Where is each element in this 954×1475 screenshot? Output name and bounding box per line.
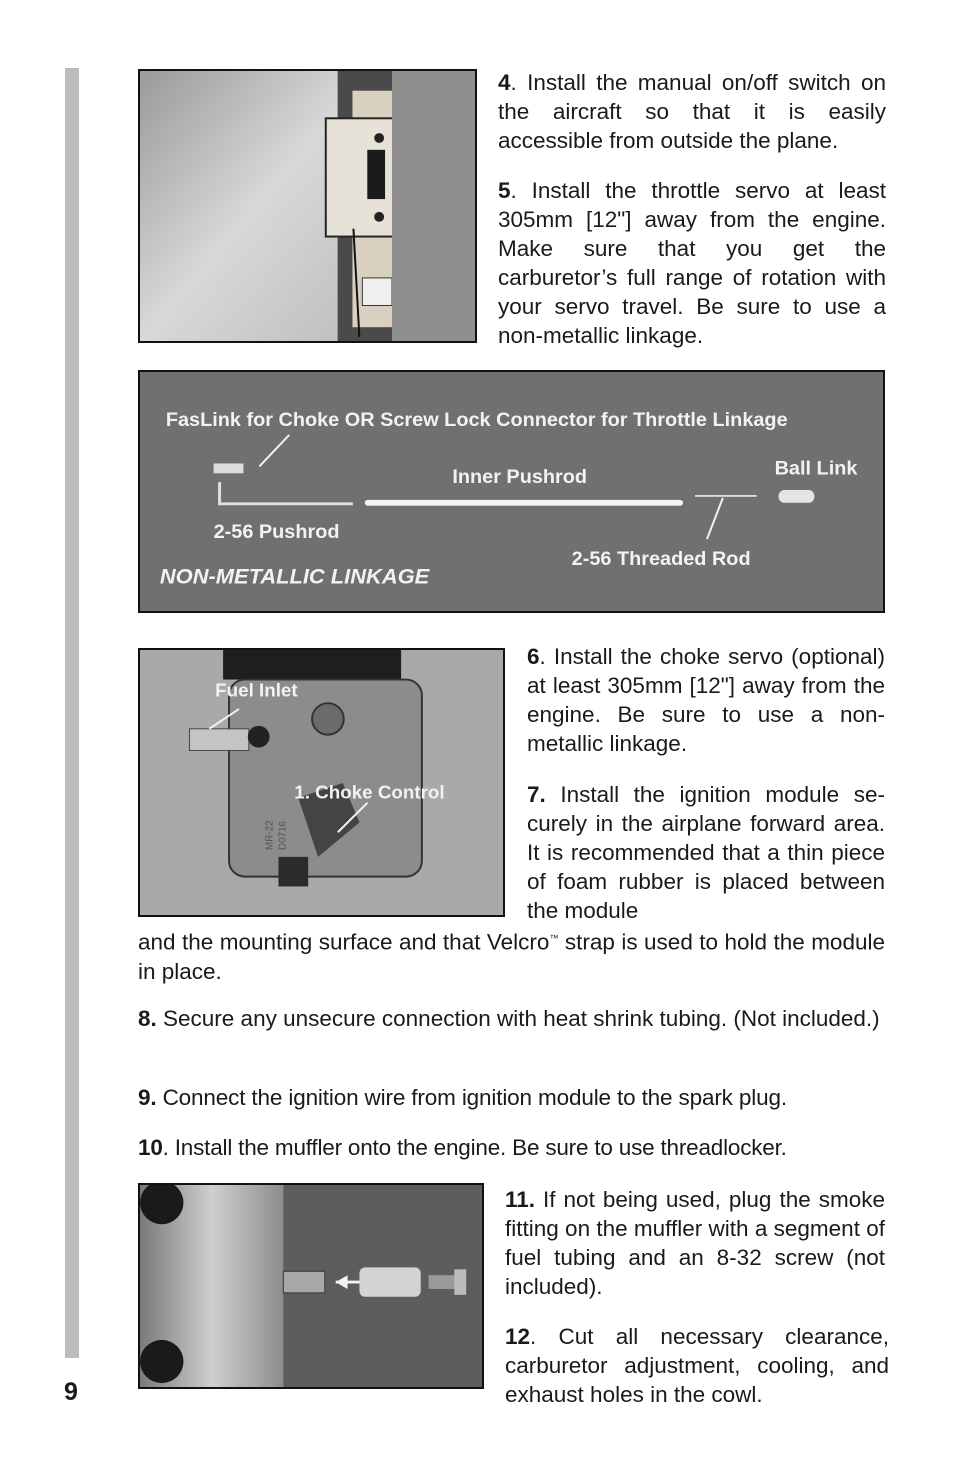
page-number: 9 [64, 1378, 78, 1406]
label-inner-pushrod: Inner Pushrod [452, 466, 588, 489]
stamp-a: MR-22 [264, 820, 276, 850]
sidebar-bar [65, 68, 79, 1358]
step-7: 7. Install the ignition module securely in the airplane forward area. It is recommended that a thin piece of foam rubber is placed between the module [527, 782, 885, 923]
label-title: NON-METALLIC LINKAGE [159, 563, 430, 589]
carburetor-photo [138, 648, 505, 917]
step-11: 11. If not being used, plug the smoke fitting on the muffler with a segment of fuel tubing and an 8-32 screw (not included). [505, 1187, 885, 1299]
step-10: 10. Install the muffler onto the engine. Be sure to use threadlocker. [138, 1135, 787, 1160]
step-12: 12. Cut all necessary clearance, carburetor adjustment, cooling, and exhaust holes in the cowl. [505, 1324, 889, 1407]
switch-photo [138, 69, 477, 343]
muffler-photo [138, 1183, 484, 1389]
step-8: 8. Secure any unsecure connection with heat shrink tubing. (Not included.) [138, 1006, 880, 1031]
step-6: 6. Install the choke servo (optional) at least 305mm [12"] away from the engine. Be sure to use a non-metallic linkage. [527, 644, 885, 756]
label-threaded-rod: 2-56 Threaded Rod [571, 547, 751, 570]
label-ball-link: Ball Link [774, 457, 858, 480]
label-fuel-inlet: Fuel Inlet [215, 679, 298, 701]
label-choke-control: 1. Choke Control [294, 781, 445, 803]
step-4: 4. Install the manual on/off switch on the aircraft so that it is easily accessible from outside the plane. [498, 70, 886, 153]
step-5: 5. Install the throttle servo at least 305mm [12"] away from the engine. Make sure that you get the carburetor’s full range of rotation with your servo travel. Be sure to use a non-metallic linkage. [498, 178, 886, 348]
step-9: 9. Connect the ignition wire from ignition module to the spark plug. [138, 1085, 787, 1110]
stamp-b: D0716 [277, 820, 289, 850]
label-top: FasLink for Choke OR Screw Lock Connector for Throttle Linkage [165, 409, 788, 432]
label-pushrod: 2-56 Pushrod [213, 521, 340, 544]
step-7-continued: and the mounting surface and that Velcro™ strap is used to hold the module in place. [138, 929, 885, 984]
linkage-photo [138, 370, 885, 613]
